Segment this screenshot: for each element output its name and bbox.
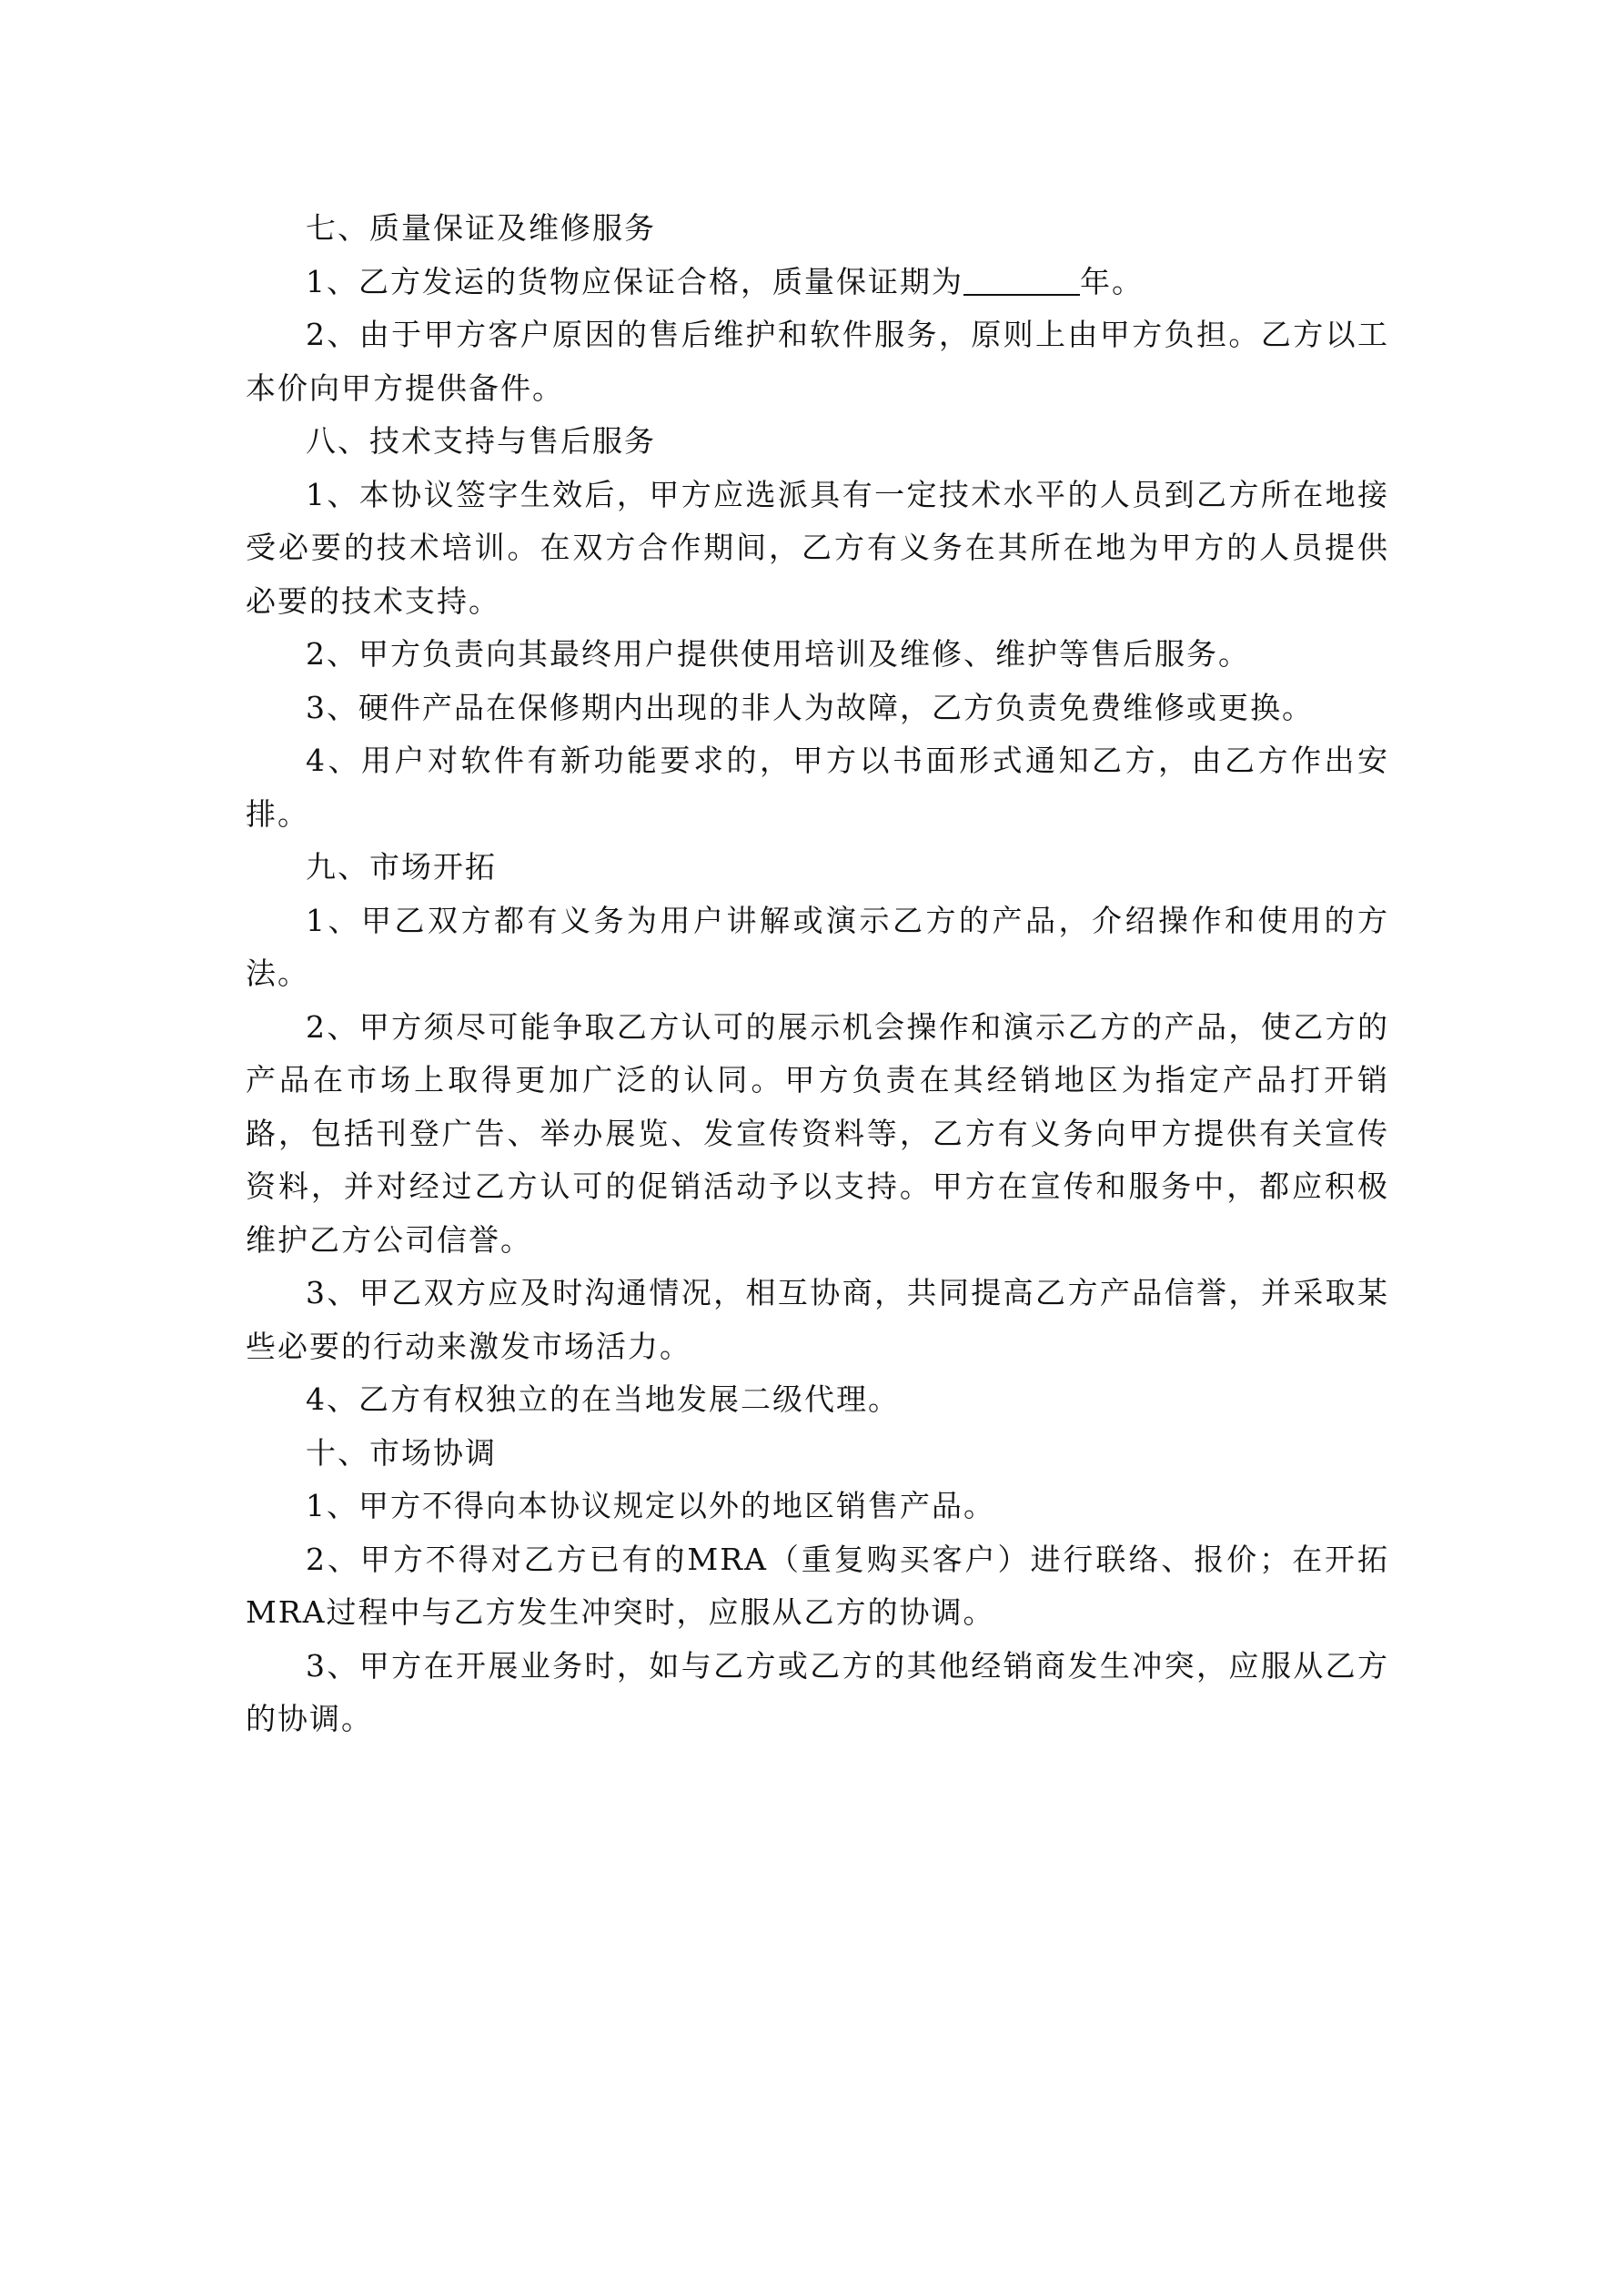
clause-9-2: 2、甲方须尽可能争取乙方认可的展示机会操作和演示乙方的产品，使乙方的产品在市场上取得更加广泛的认同。甲方负责在其经销地区为指定产品打开销路，包括刊登广告、举办展览、发宣传资料等，乙方有义务向甲方提供有关宣传资料，并对经过乙方认可的促销活动予以支持。甲方在宣传和服务中，都应积极维护乙方公司信誉。 bbox=[246, 1008, 1389, 1258]
section-heading-10: 十、市场协调 bbox=[306, 1434, 497, 1471]
clause-10-1: 1、甲方不得向本协议规定以外的地区销售产品。 bbox=[306, 1488, 995, 1523]
clause-9-4: 4、乙方有权独立的在当地发展二级代理。 bbox=[306, 1381, 900, 1417]
clause-10-3: 3、甲方在开展业务时，如与乙方或乙方的其他经销商发生冲突，应服从乙方的协调。 bbox=[246, 1647, 1389, 1736]
clause-7-2: 2、由于甲方客户原因的售后维护和软件服务，原则上由甲方负担。乙方以工本价向甲方提供备件。 bbox=[246, 317, 1389, 406]
clause-8-2: 2、甲方负责向其最终用户提供使用培训及维修、维护等售后服务。 bbox=[306, 636, 1250, 672]
clause-10-2: 2、甲方不得对乙方已有的MRA（重复购买客户）进行联络、报价；在开拓MRA过程中与乙方发生冲突时，应服从乙方的协调。 bbox=[246, 1541, 1389, 1630]
warranty-period-blank bbox=[963, 267, 1080, 296]
section-heading-9: 九、市场开拓 bbox=[306, 849, 497, 885]
section-heading-7: 七、质量保证及维修服务 bbox=[306, 210, 656, 246]
clause-7-1-suffix: 年。 bbox=[1080, 263, 1144, 299]
clause-7-1-text: 1、乙方发运的货物应保证合格，质量保证期为 bbox=[306, 263, 963, 299]
clause-9-3: 3、甲乙双方应及时沟通情况，相互协商，共同提高乙方产品信誉，并采取某些必要的行动来激发市场活力。 bbox=[246, 1275, 1389, 1364]
clause-8-4: 4、用户对软件有新功能要求的，甲方以书面形式通知乙方，由乙方作出安排。 bbox=[246, 743, 1389, 832]
clause-8-1: 1、本协议签字生效后，甲方应选派具有一定技术水平的人员到乙方所在地接受必要的技术培训。在双方合作期间，乙方有义务在其所在地为甲方的人员提供必要的技术支持。 bbox=[246, 476, 1389, 619]
clause-7-1 bbox=[246, 256, 1389, 309]
clause-9-1: 1、甲乙双方都有义务为用户讲解或演示乙方的产品，介绍操作和使用的方法。 bbox=[246, 902, 1389, 991]
section-heading-8: 八、技术支持与售后服务 bbox=[306, 423, 656, 459]
clause-8-3: 3、硬件产品在保修期内出现的非人为故障，乙方负责免费维修或更换。 bbox=[306, 689, 1314, 725]
